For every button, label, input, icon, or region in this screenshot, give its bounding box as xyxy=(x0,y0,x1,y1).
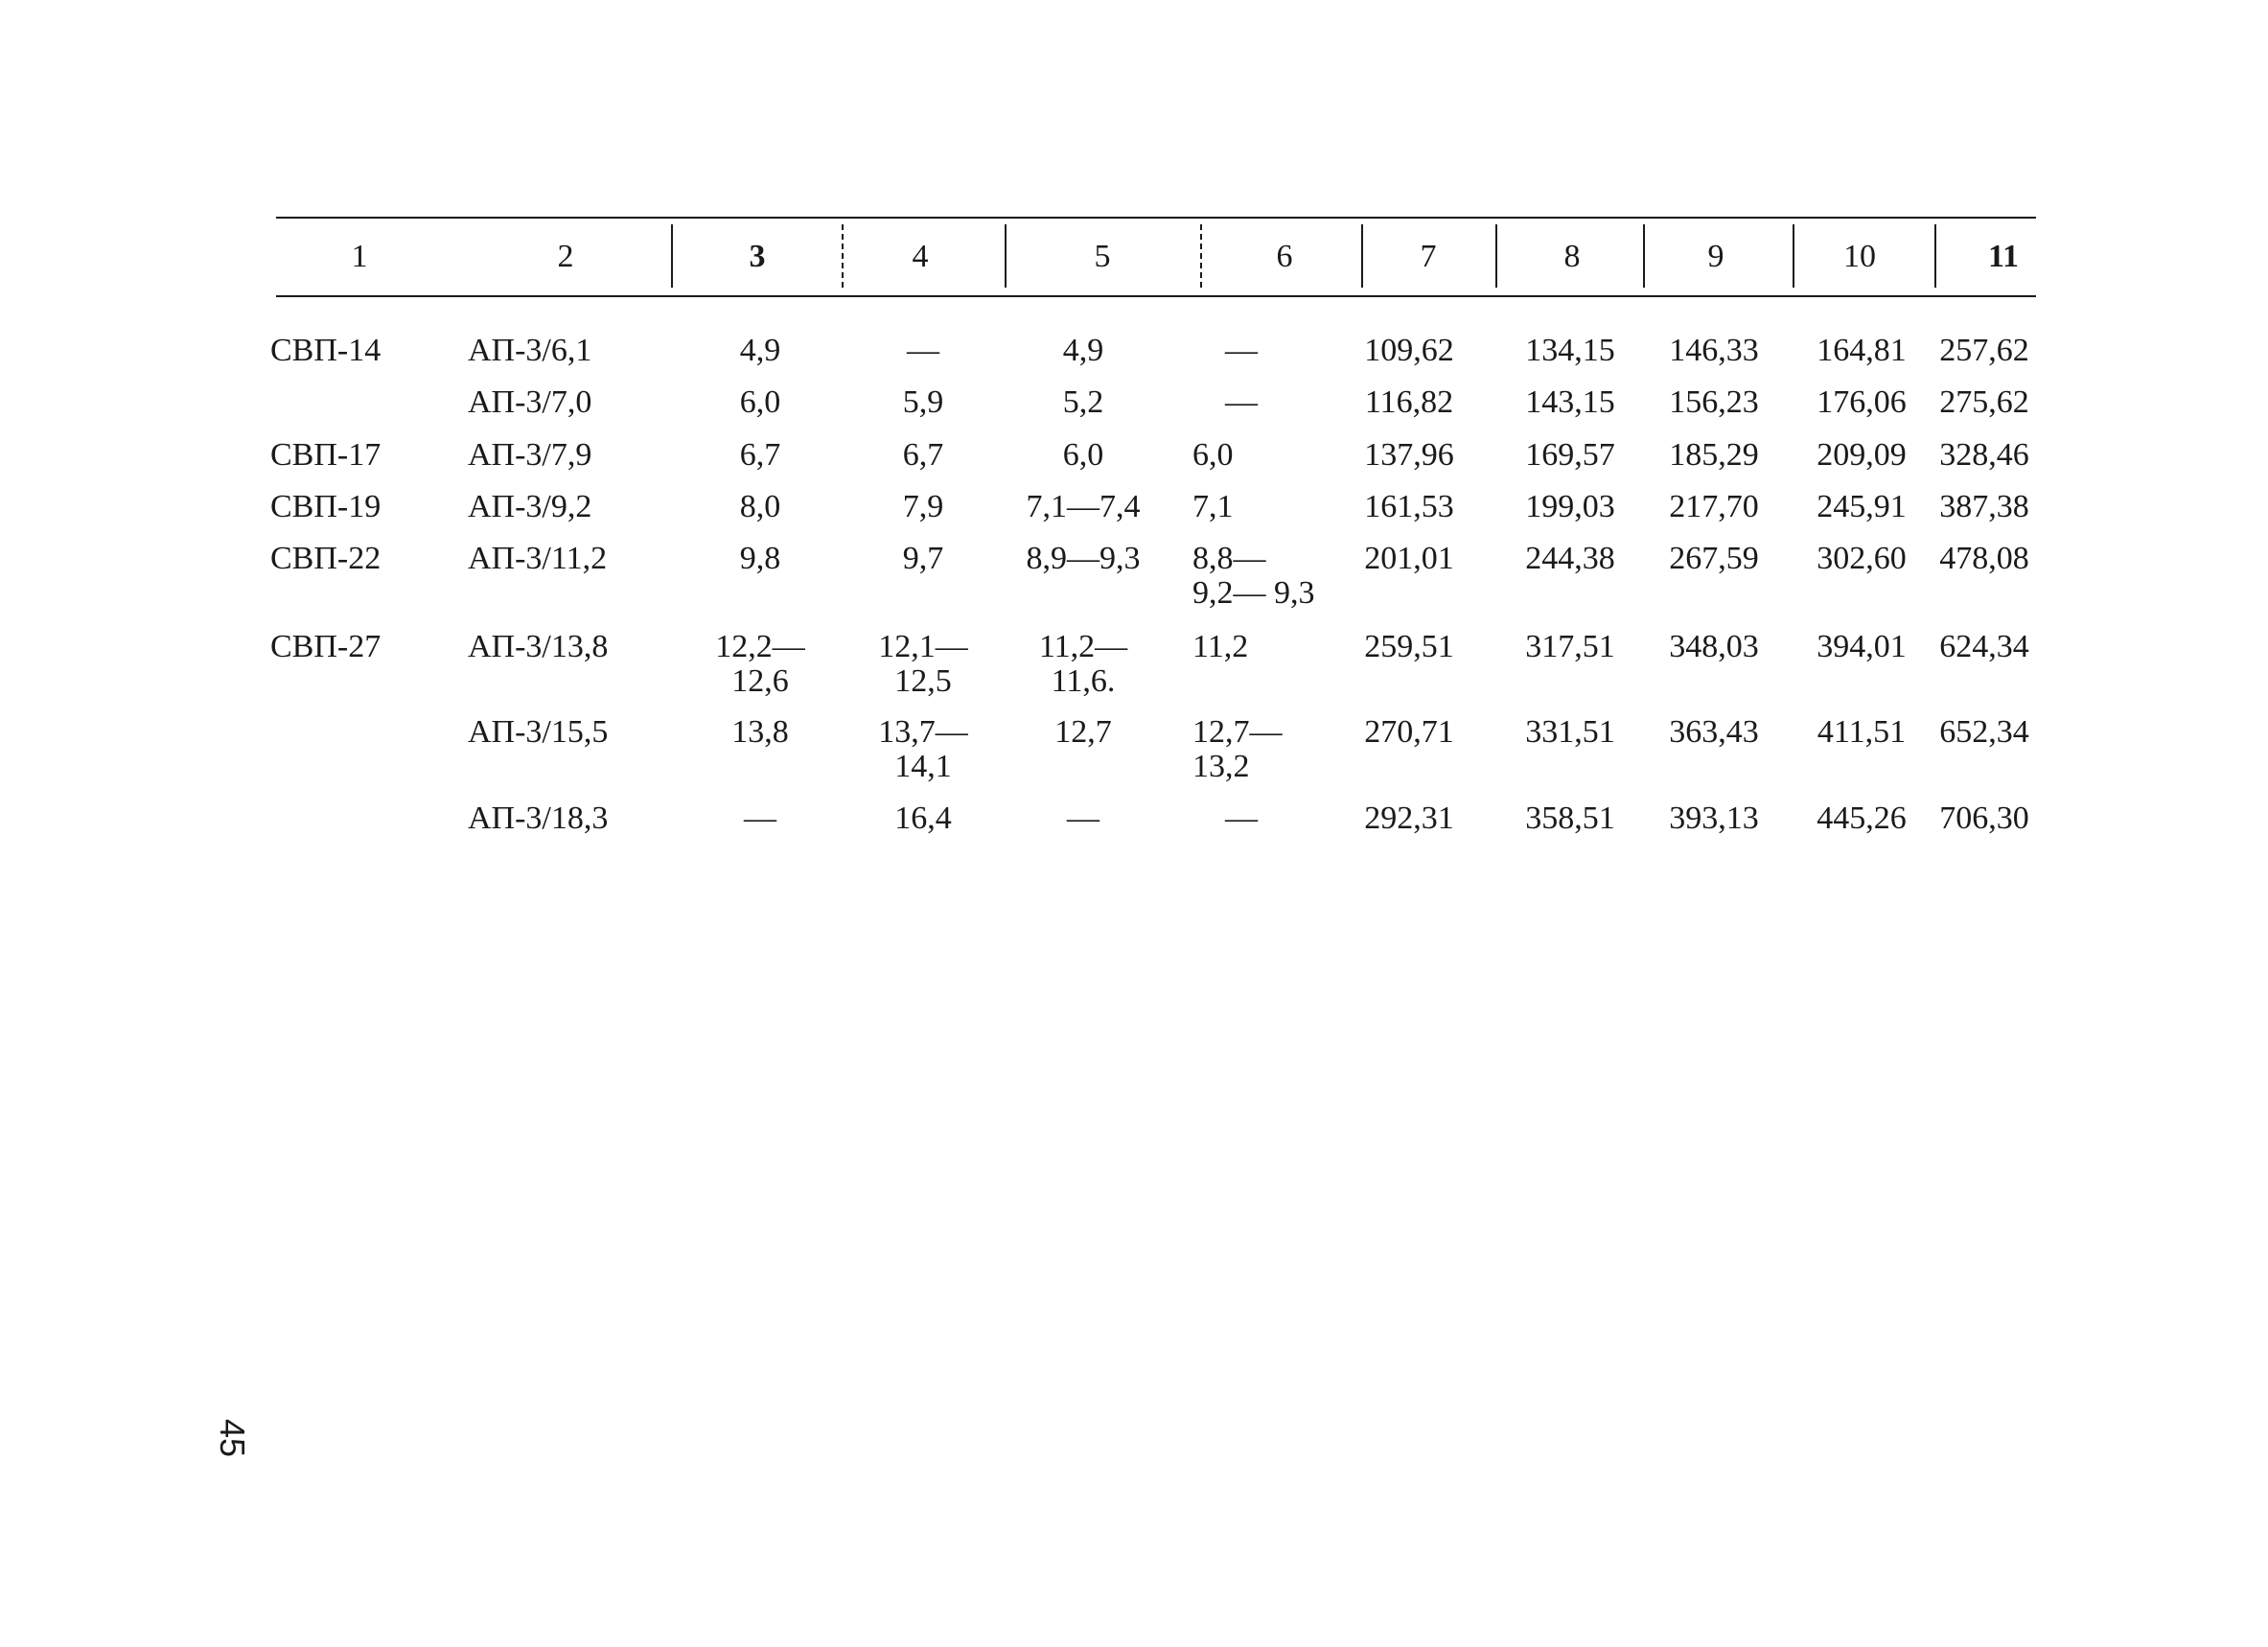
table-cell: 12,7— 13,2 xyxy=(1192,714,1283,784)
header-col-5: 5 xyxy=(1094,239,1111,274)
table-cell: АП-3/13,8 xyxy=(468,629,609,664)
table-cell: 8,0 xyxy=(739,489,781,524)
table-cell: 706,30 xyxy=(1939,800,2029,836)
table-cell: 652,34 xyxy=(1939,714,2029,750)
table-cell: 348,03 xyxy=(1669,629,1759,664)
table-cell: 4,9 xyxy=(1062,333,1104,368)
table-cell: 156,23 xyxy=(1669,384,1759,420)
table-cell: АП-3/6,1 xyxy=(468,333,592,368)
table-cell: СВП-19 xyxy=(270,489,382,524)
table-top-rule xyxy=(276,217,2036,219)
table-cell: 358,51 xyxy=(1525,800,1615,836)
table-cell: 185,29 xyxy=(1669,437,1759,473)
table-cell: 6,7 xyxy=(902,437,944,473)
table-cell: 7,1—7,4 xyxy=(1026,489,1141,524)
table-cell: — xyxy=(907,333,939,368)
header-col-9: 9 xyxy=(1707,239,1724,274)
table-cell: 12,2— 12,6 xyxy=(715,629,805,699)
header-separator xyxy=(842,224,844,288)
table-cell: АП-3/9,2 xyxy=(468,489,592,524)
table-cell: 363,43 xyxy=(1669,714,1759,750)
table-cell: 328,46 xyxy=(1939,437,2029,473)
table-cell: 4,9 xyxy=(739,333,781,368)
header-col-10: 10 xyxy=(1843,239,1876,274)
table-cell: — xyxy=(744,800,776,836)
table-cell: 302,60 xyxy=(1817,541,1907,576)
table-cell: СВП-17 xyxy=(270,437,382,473)
table-cell: 9,8 xyxy=(739,541,781,576)
table-cell: 164,81 xyxy=(1817,333,1907,368)
table-cell: 317,51 xyxy=(1525,629,1615,664)
table-cell: 5,2 xyxy=(1062,384,1104,420)
table-cell: 394,01 xyxy=(1817,629,1907,664)
table-cell: СВП-27 xyxy=(270,629,382,664)
table-cell: 331,51 xyxy=(1525,714,1615,750)
table-cell: 176,06 xyxy=(1817,384,1907,420)
header-col-6: 6 xyxy=(1276,239,1293,274)
table-cell: 161,53 xyxy=(1364,489,1454,524)
table-cell: 270,71 xyxy=(1364,714,1454,750)
table-cell: 109,62 xyxy=(1364,333,1454,368)
table-header-rule xyxy=(276,295,2036,297)
table-cell: 143,15 xyxy=(1525,384,1615,420)
header-col-11: 11 xyxy=(1987,239,2020,274)
table-cell: АП-3/7,0 xyxy=(468,384,592,420)
table-cell: 137,96 xyxy=(1364,437,1454,473)
table-cell: — xyxy=(1225,384,1258,420)
table-cell: 7,9 xyxy=(902,489,944,524)
page-number: 45 xyxy=(213,1418,252,1458)
header-separator xyxy=(1643,224,1645,288)
table-cell: 116,82 xyxy=(1364,384,1454,420)
table-cell: 201,01 xyxy=(1364,541,1454,576)
table-cell: 624,34 xyxy=(1939,629,2029,664)
table-cell: 169,57 xyxy=(1525,437,1615,473)
table-cell: 5,9 xyxy=(902,384,944,420)
table-cell: 267,59 xyxy=(1669,541,1759,576)
header-separator xyxy=(1793,224,1794,288)
table-cell: 11,2 xyxy=(1192,629,1249,664)
header-col-2: 2 xyxy=(557,239,574,274)
table-cell: 244,38 xyxy=(1525,541,1615,576)
header-separator xyxy=(1200,224,1202,288)
table-cell: 217,70 xyxy=(1669,489,1759,524)
table-cell: 6,7 xyxy=(739,437,781,473)
table-cell: 7,1 xyxy=(1192,489,1234,524)
table-cell: 209,09 xyxy=(1817,437,1907,473)
header-separator xyxy=(1005,224,1007,288)
header-separator xyxy=(1361,224,1363,288)
table-cell: 9,7 xyxy=(902,541,944,576)
header-separator xyxy=(671,224,673,288)
header-col-7: 7 xyxy=(1420,239,1437,274)
table-cell: СВП-22 xyxy=(270,541,382,576)
table-cell: 387,38 xyxy=(1939,489,2029,524)
header-col-8: 8 xyxy=(1563,239,1581,274)
header-col-4: 4 xyxy=(912,239,929,274)
header-col-1: 1 xyxy=(351,239,368,274)
table-cell: — xyxy=(1225,333,1258,368)
table-cell: 393,13 xyxy=(1669,800,1759,836)
table-cell: 146,33 xyxy=(1669,333,1759,368)
table-cell: 199,03 xyxy=(1525,489,1615,524)
table-cell: — xyxy=(1225,800,1258,836)
table-cell: 292,31 xyxy=(1364,800,1454,836)
table-cell: 411,51 xyxy=(1817,714,1907,750)
table-cell: АП-3/11,2 xyxy=(468,541,608,576)
header-separator xyxy=(1495,224,1497,288)
table-cell: 16,4 xyxy=(894,800,952,836)
table-cell: 245,91 xyxy=(1817,489,1907,524)
table-cell: 8,8— 9,2— 9,3 xyxy=(1192,541,1315,611)
table-cell: — xyxy=(1067,800,1099,836)
table-cell: 6,0 xyxy=(739,384,781,420)
table-cell: 478,08 xyxy=(1939,541,2029,576)
table-cell: АП-3/7,9 xyxy=(468,437,592,473)
table-cell: 11,2— 11,6. xyxy=(1038,629,1128,699)
table-cell: 259,51 xyxy=(1364,629,1454,664)
header-col-3: 3 xyxy=(749,239,766,274)
table-cell: СВП-14 xyxy=(270,333,382,368)
table-cell: 8,9—9,3 xyxy=(1026,541,1141,576)
table-cell: 6,0 xyxy=(1062,437,1104,473)
table-cell: 12,1— 12,5 xyxy=(878,629,968,699)
table-cell: 6,0 xyxy=(1192,437,1234,473)
table-cell: 13,8 xyxy=(731,714,789,750)
table-cell: 13,7— 14,1 xyxy=(878,714,968,784)
table-cell: 134,15 xyxy=(1525,333,1615,368)
table-cell: 257,62 xyxy=(1939,333,2029,368)
table-cell: 12,7 xyxy=(1054,714,1112,750)
table-cell: АП-3/15,5 xyxy=(468,714,609,750)
table-cell: АП-3/18,3 xyxy=(468,800,609,836)
table-cell: 275,62 xyxy=(1939,384,2029,420)
header-separator xyxy=(1934,224,1936,288)
table-cell: 445,26 xyxy=(1817,800,1907,836)
